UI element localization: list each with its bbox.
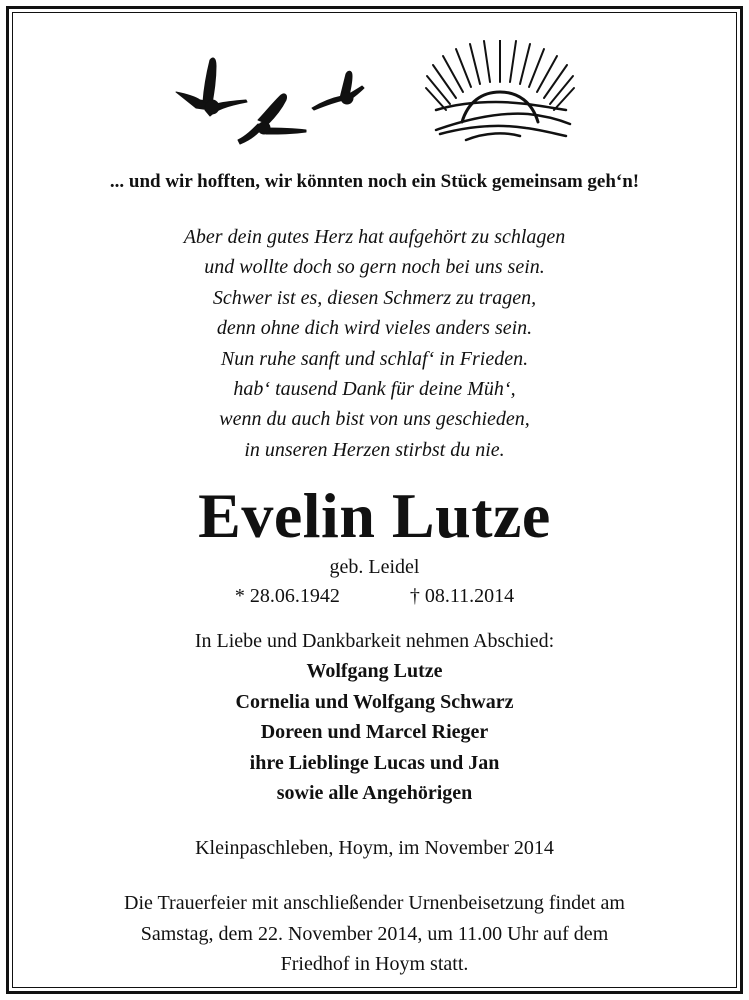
motto-line: ... und wir hofften, wir könnten noch ein Stück gemeinsam geh‘n!	[109, 171, 640, 192]
poem-line: und wollte doch so gern noch bei uns sein.	[204, 256, 545, 279]
bird-2	[238, 94, 306, 144]
sun-disc	[462, 92, 538, 122]
setting-sun-icon	[426, 40, 574, 140]
funeral-line: Samstag, dem 22. November 2014, um 11.00 Uhr auf dem	[140, 922, 609, 945]
bird-3	[312, 71, 364, 110]
funeral-notice	[0, 888, 749, 980]
sun-rays	[426, 40, 574, 110]
birth-date: * 28.06.1942	[234, 585, 340, 607]
deceased-name: Evelin Lutze	[198, 480, 551, 551]
poem-line: denn ohne dich wird vieles anders sein.	[216, 317, 533, 340]
mourner-line: sowie alle Angehörigen	[276, 782, 473, 804]
poem	[0, 222, 749, 465]
maiden-name: geb. Leidel	[329, 556, 420, 578]
poem-line: Nun ruhe sanft und schlaf‘ in Frieden.	[220, 347, 529, 370]
mourner-line: Doreen und Marcel Rieger	[260, 721, 489, 743]
poem-line: Schwer ist es, diesen Schmerz zu tragen,	[212, 286, 537, 309]
mourner-line: ihre Lieblinge Lucas und Jan	[249, 751, 500, 774]
mourner-line: Wolfgang Lutze	[306, 660, 443, 682]
place-and-date: Kleinpaschleben, Hoym, im November 2014	[195, 837, 554, 859]
mourner-line: Cornelia und Wolfgang Schwarz	[235, 690, 514, 713]
poem-line: wenn du auch bist von uns geschieden,	[219, 408, 530, 431]
poem-line: in unseren Herzen stirbst du nie.	[244, 438, 505, 461]
hills	[436, 102, 570, 140]
mourners-list	[0, 656, 749, 809]
bird-1	[176, 58, 247, 116]
mourners-intro: In Liebe und Dankbarkeit nehmen Abschied:	[194, 630, 555, 652]
poem-line: hab‘ tausend Dank für deine Müh‘,	[233, 378, 516, 401]
poem-line: Aber dein gutes Herz hat aufgehört zu schlagen	[183, 226, 566, 248]
funeral-line: Die Trauerfeier mit anschließender Urnenbeisetzung findet am	[124, 892, 625, 914]
header-artwork	[0, 40, 749, 150]
death-date: † 08.11.2014	[409, 585, 515, 607]
funeral-line: Friedhof in Hoym statt.	[280, 953, 469, 975]
life-dates	[0, 583, 749, 609]
flying-birds-icon	[176, 58, 364, 144]
